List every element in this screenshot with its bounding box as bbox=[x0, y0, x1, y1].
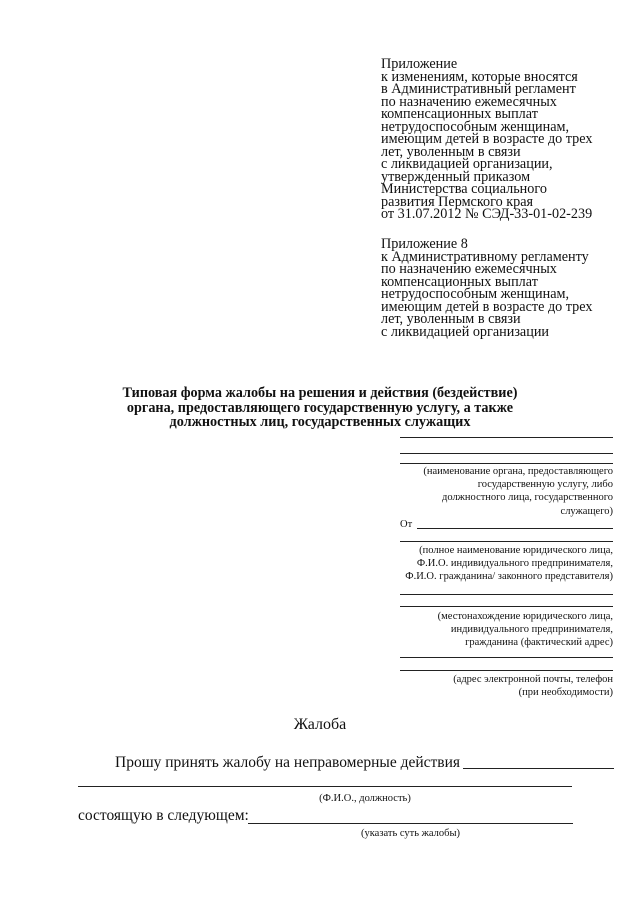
request-text: Прошу принять жалобу на неправомерные действия bbox=[115, 754, 461, 771]
location-caption bbox=[438, 610, 613, 650]
caption-line: гражданина (фактический адрес) bbox=[465, 637, 613, 649]
location-line[interactable] bbox=[400, 594, 613, 595]
respondent-line[interactable] bbox=[78, 786, 572, 787]
appendix-header-line: компенсационных выплат bbox=[381, 106, 538, 122]
appendix-header-line: к изменениям, которые вносятся bbox=[381, 68, 578, 85]
caption-line: должностного лица, государственного bbox=[441, 492, 613, 504]
appendix-header-line: развития Пермского края bbox=[381, 193, 534, 210]
contact-caption bbox=[453, 673, 613, 699]
appendix-header-line: имеющим детей в возрасте до трех bbox=[381, 131, 593, 147]
caption-line: служащего) bbox=[560, 505, 613, 517]
appendix-header-line: нетрудоспособным женщинам, bbox=[381, 118, 570, 135]
recipient-line[interactable] bbox=[400, 453, 613, 454]
caption-line: (местонахождение юридического лица, bbox=[437, 611, 613, 622]
caption-line: индивидуального предпринимателя, bbox=[450, 624, 613, 636]
appendix-8-header-line: нетрудоспособным женщинам, bbox=[381, 286, 570, 302]
location-line[interactable] bbox=[400, 606, 613, 607]
caption-line: Ф.И.О. гражданина/ законного представителя) bbox=[405, 571, 613, 583]
sender-line[interactable] bbox=[400, 541, 613, 542]
essence-caption: (указать суть жалобы) bbox=[360, 828, 461, 839]
appendix-header-line: с ликвидацией организации, bbox=[381, 156, 553, 172]
from-label: От bbox=[400, 519, 413, 530]
appendix-header-line: Министерства социального bbox=[381, 181, 547, 197]
form-title-line: органа, предоставляющего государственную услугу, а также bbox=[126, 399, 514, 416]
appendix-header-line: лет, уволенным в связи bbox=[381, 143, 521, 160]
appendix-header-line: в Административный регламент bbox=[381, 81, 576, 97]
caption-line: государственную услугу, либо bbox=[477, 479, 613, 491]
appendix-header-line: Приложение bbox=[381, 56, 458, 72]
appendix-8-header-line: с ликвидацией организации bbox=[381, 323, 550, 340]
form-title-line: Типовая форма жалобы на решения и действия (бездействие) bbox=[122, 385, 518, 401]
fio-caption: (Ф.И.О., должность) bbox=[319, 793, 411, 804]
contact-line[interactable] bbox=[400, 657, 613, 658]
consisting-text: состоящую в следующем: bbox=[78, 807, 249, 824]
caption-line: Ф.И.О. индивидуального предпринимателя, bbox=[416, 558, 613, 570]
appendix-header-line: по назначению ежемесячных bbox=[381, 93, 557, 110]
caption-line: (полное наименование юридического лица, bbox=[419, 545, 613, 556]
sender-line[interactable] bbox=[417, 528, 613, 529]
recipient-caption bbox=[423, 465, 613, 518]
appendix-header-line: от 31.07.2012 № СЭД-33-01-02-239 bbox=[381, 206, 593, 222]
contact-line[interactable] bbox=[400, 670, 613, 671]
appendix-header bbox=[381, 58, 631, 221]
recipient-line[interactable] bbox=[400, 437, 613, 438]
form-title bbox=[100, 386, 540, 430]
appendix-8-header-line: Приложение 8 bbox=[381, 236, 468, 252]
appendix-8-header-line: имеющим детей в возрасте до трех bbox=[381, 298, 593, 315]
complaint-heading: Жалоба bbox=[293, 716, 347, 733]
appendix-8-header-line: лет, уволенным в связи bbox=[381, 311, 521, 327]
sender-caption bbox=[405, 544, 613, 584]
caption-line: (адрес электронной почты, телефон bbox=[453, 674, 613, 685]
appendix-header-line: утвержденный приказом bbox=[381, 168, 531, 185]
essence-line[interactable] bbox=[248, 823, 573, 824]
appendix-8-header-line: к Административному регламенту bbox=[381, 248, 589, 265]
appendix-8-header-line: компенсационных выплат bbox=[381, 273, 538, 290]
appendix-8-header bbox=[381, 238, 631, 338]
form-title-line: должностных лиц, государственных служащих bbox=[169, 414, 471, 430]
respondent-line[interactable] bbox=[463, 768, 614, 769]
caption-line: (при необходимости) bbox=[518, 687, 613, 699]
appendix-8-header-line: по назначению ежемесячных bbox=[381, 261, 557, 277]
recipient-line[interactable] bbox=[400, 463, 613, 464]
caption-line: (наименование органа, предоставляющего bbox=[423, 466, 613, 477]
